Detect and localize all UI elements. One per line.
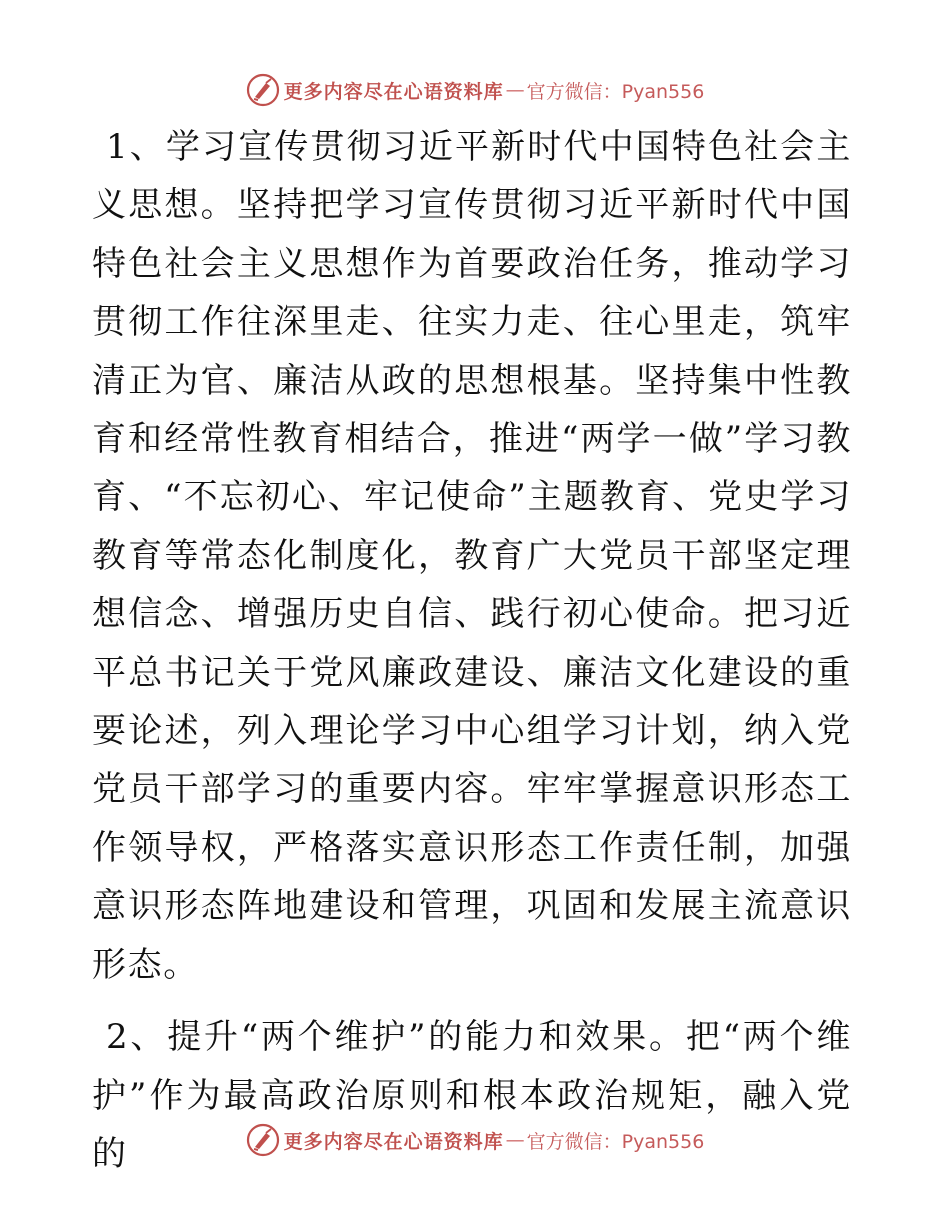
footer-separator: — xyxy=(505,1129,525,1151)
footer-wechat-text: 官方微信：Pyan556 xyxy=(526,1130,705,1153)
header-separator: — xyxy=(505,79,525,101)
document-body xyxy=(92,118,852,1183)
quill-book-logo-icon xyxy=(246,73,280,107)
footer-brand-text: 更多内容尽在心语资料库 xyxy=(283,1130,504,1153)
paragraph-1: 1、学习宣传贯彻习近平新时代中国特色社会主义思想。坚持把学习宣传贯彻习近平新时代中国特色社会主义思想作为首要政治任务，推动学习贯彻工作往深里走、往实力走、往心里走，筑牢清正为官、廉洁从政的思想根基。坚持集中性教育和经常性教育相结合，推进“两学一做”学习教育、“不忘初心、牢记使命”主题教育、党史学习教育等常态化制度化，教育广大党员干部坚定理想信念、增强历史自信、践行初心使命。把习近平总书记关于党风廉政建设、廉洁文化建设的重要论述，列入理论学习中心组学习计划，纳入党党员干部学习的重要内容。牢牢掌握意识形态工作领导权，严格落实意识形态工作责任制，加强意识形态阵地建设和管理，巩固和发展主流意识形态。 xyxy=(92,127,852,985)
footer-banner xyxy=(0,1120,950,1160)
header-wechat-text: 官方微信：Pyan556 xyxy=(526,80,705,103)
quill-book-logo-icon xyxy=(246,1123,280,1157)
header-banner xyxy=(0,70,950,110)
header-brand-text: 更多内容尽在心语资料库 xyxy=(283,80,504,103)
paragraph-2: 2、提升“两个维护”的能力和效果。把“两个维护”作为最高政治原则和根本政治规矩，融入党的 xyxy=(92,1017,852,1174)
